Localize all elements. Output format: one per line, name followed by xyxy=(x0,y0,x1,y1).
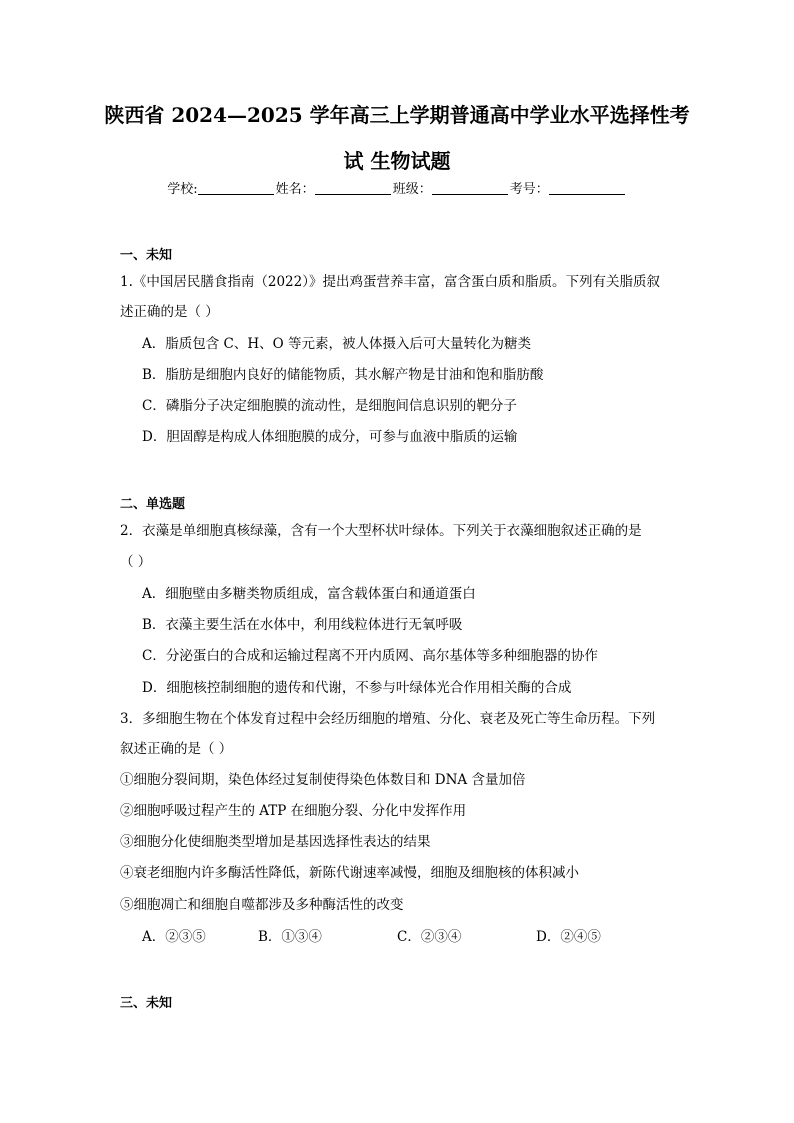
q3-choice-d: D．②④⑤ xyxy=(536,929,601,945)
number-blank[interactable] xyxy=(549,181,625,195)
page-title xyxy=(100,92,694,184)
section-heading-3: 三、未知 xyxy=(120,996,173,1011)
section-heading-2: 二、单选题 xyxy=(120,497,186,512)
title-line-1: 陕西省 2024—2025 学年高三上学期普通高中学业水平选择性考 xyxy=(104,103,690,127)
q3-choice-a: A．②③⑤ xyxy=(142,929,206,945)
q3-statement-4: ④衰老细胞内许多酶活性降低，新陈代谢速率减慢，细胞及细胞核的体积减小 xyxy=(120,865,579,881)
q1-option-d: D．胆固醇是构成人体细胞膜的成分，可参与血液中脂质的运输 xyxy=(142,429,518,445)
name-blank[interactable] xyxy=(315,181,391,195)
school-label: 学校: xyxy=(167,182,198,197)
number-label: 考号： xyxy=(509,182,549,197)
q3-statement-2: ②细胞呼吸过程产生的 ATP 在细胞分裂、分化中发挥作用 xyxy=(120,803,467,819)
q3-choice-b: B．①③④ xyxy=(258,929,322,945)
q3-stem-line-1: 3．多细胞生物在个体发育过程中会经历细胞的增殖、分化、衰老及死亡等生命历程。下列 xyxy=(120,711,656,727)
q1-option-a: A．脂质包含 C、H、O 等元素，被人体摄入后可大量转化为糖类 xyxy=(142,336,532,352)
q3-stem-line-2: 叙述正确的是（ ） xyxy=(120,741,233,757)
q2-option-a: A．细胞壁由多糖类物质组成，富含载体蛋白和通道蛋白 xyxy=(142,586,476,602)
q2-stem-line-1: 2．衣藻是单细胞真核绿藻，含有一个大型杯状叶绿体。下列关于衣藻细胞叙述正确的是 xyxy=(120,523,642,539)
q3-statement-1: ①细胞分裂间期，染色体经过复制使得染色体数目和 DNA 含量加倍 xyxy=(120,772,526,788)
q1-stem-line-2: 述正确的是（ ） xyxy=(120,304,219,320)
q1-option-b: B．脂肪是细胞内良好的储能物质，其水解产物是甘油和饱和脂肪酸 xyxy=(142,367,544,383)
name-label: 姓名： xyxy=(275,182,315,197)
title-line-2: 试 生物试题 xyxy=(343,149,451,173)
q2-option-c: C．分泌蛋白的合成和运输过程离不开内质网、高尔基体等多种细胞器的协作 xyxy=(142,648,598,664)
q3-statement-5: ⑤细胞凋亡和细胞自噬都涉及多种酶活性的改变 xyxy=(120,897,404,913)
q2-option-b: B．衣藻主要生活在水体中，利用线粒体进行无氧呼吸 xyxy=(142,617,463,633)
q2-option-d: D．细胞核控制细胞的遗传和代谢，不参与叶绿体光合作用相关酶的合成 xyxy=(142,680,572,696)
section-heading-1: 一、未知 xyxy=(120,248,173,263)
school-blank[interactable] xyxy=(198,181,274,195)
q2-stem-line-2: （ ） xyxy=(120,554,152,570)
q3-choice-c: C．②③④ xyxy=(397,929,462,945)
q3-statement-3: ③细胞分化使细胞类型增加是基因选择性表达的结果 xyxy=(120,834,431,850)
q1-option-c: C．磷脂分子决定细胞膜的流动性，是细胞间信息识别的靶分子 xyxy=(142,398,517,414)
class-label: 班级： xyxy=(392,182,432,197)
q1-stem-line-1: 1.《中国居民膳食指南（2022）》提出鸡蛋营养丰富，富含蛋白质和脂质。下列有关脂质叙 xyxy=(120,274,660,290)
class-blank[interactable] xyxy=(432,181,508,195)
student-info-row xyxy=(0,180,794,200)
